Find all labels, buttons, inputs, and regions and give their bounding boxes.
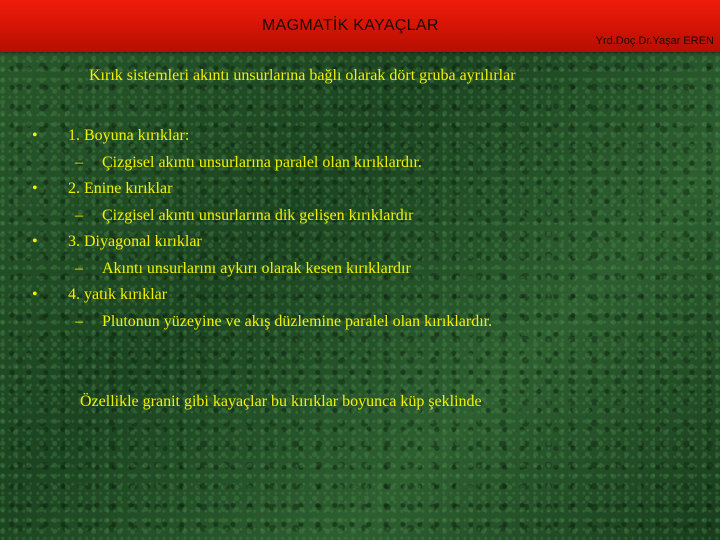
list-subitem [0,207,720,234]
list-subitem [0,313,720,340]
slide-header-bar [0,0,720,52]
list-item [0,127,720,154]
footer-text: Özellikle granit gibi kayaçlar bu kırıklar boyunca küp şeklinde [80,393,482,410]
list-item [0,233,720,260]
intro-text: Kırık sistemleri akıntı unsurlarına bağlı olarak dört gruba ayrılırlar [89,67,516,84]
list-subitem-text: Akıntı unsurlarını aykırı olarak kesen kırıklardır [102,259,411,277]
dash-icon: – [75,153,83,171]
author-label: Yrd.Doç.Dr.Yaşar EREN [595,35,714,47]
list-item [0,286,720,313]
bullet-icon: • [32,286,38,303]
slide-title: MAGMATİK KAYAÇLAR [262,17,439,34]
bullet-icon: • [32,233,38,250]
dash-icon: – [75,206,83,224]
list-item [0,180,720,207]
list-item-label: 1. Boyuna kırıklar: [68,127,190,144]
list-subitem-text: Çizgisel akıntı unsurlarına dik gelişen kırıklardır [102,206,414,224]
dash-icon: – [75,259,83,277]
list-subitem [0,260,720,287]
list-item-label: 4. yatık kırıklar [68,286,168,303]
list-subitem-text: Plutonun yüzeyine ve akış düzlemine paralel olan kırıklardır. [102,312,493,330]
list-subitem [0,154,720,181]
list-item-label: 2. Enine kırıklar [68,180,173,197]
fracture-list [0,127,720,339]
dash-icon: – [75,312,83,330]
bullet-icon: • [32,180,38,197]
list-subitem-text: Çizgisel akıntı unsurlarına paralel olan kırıklardır. [102,153,422,171]
bullet-icon: • [32,127,38,144]
list-item-label: 3. Diyagonal kırıklar [68,233,202,250]
